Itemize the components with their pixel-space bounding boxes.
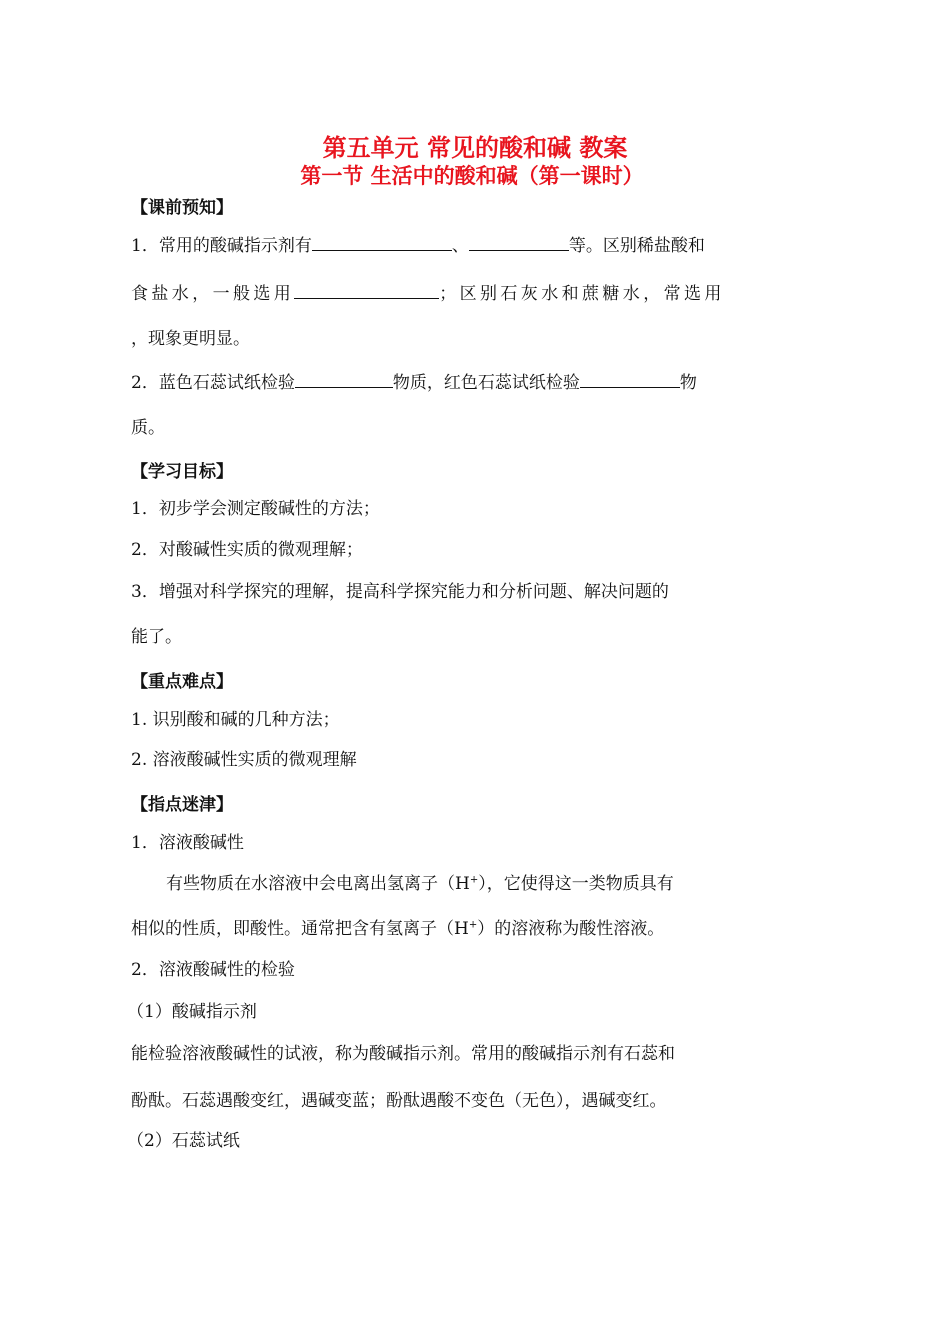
keypoint-item: 1. 识别酸和碱的几种方法； <box>131 710 340 730</box>
guide-p2-text-b: ）的溶液称为酸性溶液。 <box>477 919 665 939</box>
guide-p1-text-b: ），它使得这一类物质具有 <box>478 874 674 894</box>
guide-p1-text-a: 有些物质在水溶液中会电离出氢离子（H <box>166 874 470 894</box>
preview-q1-text-d: ；区别石灰水和蔗糖水，常选用 <box>439 284 725 304</box>
hydrogen-ion-charge: + <box>468 919 478 931</box>
preview-q1-text-a: 1．常用的酸碱指示剂有 <box>131 236 312 256</box>
hydrogen-ion-charge: + <box>469 874 479 886</box>
guide-subsection-1-title: （1）酸碱指示剂 <box>127 1002 257 1022</box>
guide-section-2-title: 2．溶液酸碱性的检验 <box>131 960 295 980</box>
guide-subsection-2-title: （2）石蕊试纸 <box>127 1131 240 1151</box>
guide-section-1-title: 1．溶液酸碱性 <box>131 833 244 853</box>
preview-q1-separator: 、 <box>451 236 469 256</box>
guide-paragraph-1-line-2 <box>131 918 664 940</box>
preview-question-1-line-2 <box>131 281 725 305</box>
goal-item: 2．对酸碱性实质的微观理解； <box>131 540 363 560</box>
section-heading-guide: 【指点迷津】 <box>131 795 233 815</box>
preview-q1-text-b: 等。区别稀盐酸和 <box>568 236 705 256</box>
section-heading-goals: 【学习目标】 <box>131 462 233 482</box>
section-heading-keypoints: 【重点难点】 <box>131 672 233 692</box>
keypoint-item: 2. 溶液酸碱性实质的微观理解 <box>131 750 357 770</box>
guide-paragraph-2-line-1: 能检验溶液酸碱性的试液，称为酸碱指示剂。常用的酸碱指示剂有石蕊和 <box>131 1044 675 1064</box>
goal-item: 1．初步学会测定酸碱性的方法； <box>131 499 380 519</box>
document-title: 第五单元 常见的酸和碱 教案 <box>322 134 628 162</box>
preview-q1-text-c: 食盐水，一般选用 <box>131 284 295 304</box>
document-subtitle: 第一节 生活中的酸和碱（第一课时） <box>300 164 644 188</box>
answer-blank[interactable] <box>294 281 439 299</box>
guide-p2-text-a: 相似的性质，即酸性。通常把含有氢离子（H <box>131 919 469 939</box>
answer-blank[interactable] <box>580 370 680 388</box>
section-heading-preview: 【课前预知】 <box>131 198 233 218</box>
answer-blank[interactable] <box>312 233 452 251</box>
preview-q2-text-c: 物 <box>679 373 697 393</box>
preview-q2-text-b: 物质，红色石蕊试纸检验 <box>392 373 580 393</box>
answer-blank[interactable] <box>295 370 393 388</box>
guide-paragraph-1-line-1 <box>166 873 674 895</box>
preview-question-2-line-2: 质。 <box>131 418 165 438</box>
preview-question-2-line-1 <box>131 370 697 394</box>
goal-item: 3．增强对科学探究的理解，提高科学探究能力和分析问题、解决问题的 <box>131 582 669 602</box>
goal-item-continuation: 能了。 <box>131 627 182 647</box>
answer-blank[interactable] <box>469 233 569 251</box>
preview-question-1-line-3: ，现象更明显。 <box>131 329 250 349</box>
preview-q2-text-a: 2．蓝色石蕊试纸检验 <box>131 373 295 393</box>
preview-question-1-line-1 <box>131 233 705 257</box>
guide-paragraph-2-line-2: 酚酞。石蕊遇酸变红，遇碱变蓝；酚酞遇酸不变色（无色），遇碱变红。 <box>131 1091 667 1111</box>
